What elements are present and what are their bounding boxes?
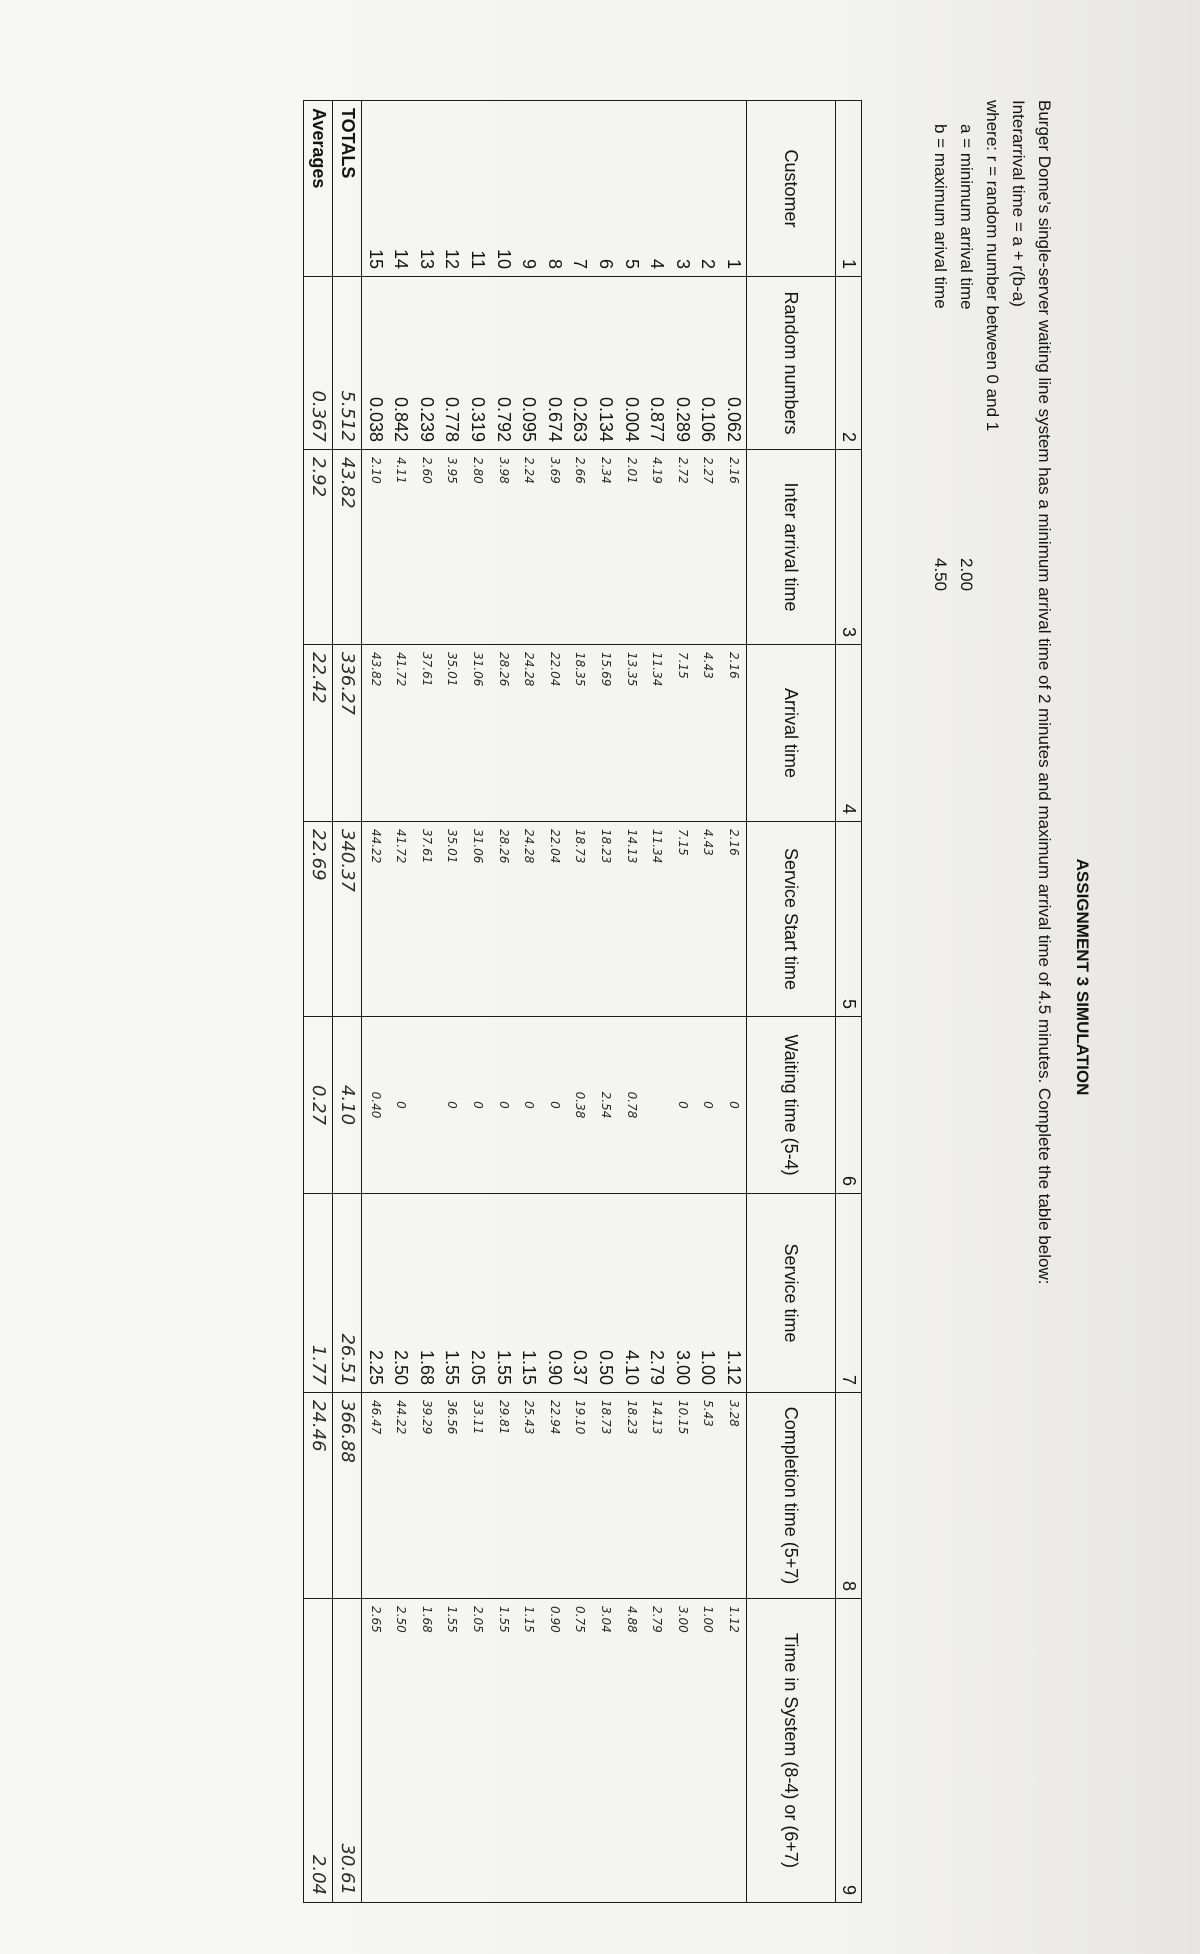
random-number-cell: 0.095	[519, 396, 540, 442]
arrival-time-cell: 4.43	[701, 652, 716, 679]
inter-arrival-cell: 4.19	[650, 457, 665, 484]
arrival-time-cell: 43.82	[368, 652, 383, 687]
inter-arrival-cell: 3.98	[496, 457, 511, 484]
time-in-system-cell: 1.68	[419, 1606, 434, 1633]
waiting-time-cell: 0	[547, 1101, 562, 1109]
param-b-label: b = maximum arival time	[931, 124, 950, 309]
service-time-cell: 1.15	[519, 1349, 540, 1385]
inter-arrival-cell: 2.27	[701, 457, 716, 484]
waiting-time-column	[362, 1024, 746, 1186]
service-start-cell: 37.61	[419, 829, 434, 864]
waiting-time-cell: 0	[675, 1101, 690, 1109]
intro-line-1: Burger Dome’s single-server waiting line system has a minimum arrival time of 2 minutes and maximum arrival time of 4.5 minutes. Complete the table below:	[1035, 100, 1054, 1285]
service-time-cell: 1.55	[493, 1349, 514, 1385]
service-start-cell: 18.73	[573, 829, 588, 864]
arrival-time-cell: 13.35	[624, 652, 639, 687]
column-number: 2	[836, 277, 862, 450]
page-title: ASSIGNMENT 3 SIMULATION	[1073, 858, 1092, 1096]
completion-time-cell: 14.13	[650, 1400, 665, 1435]
service-time-cell: 2.05	[468, 1349, 489, 1385]
waiting-time-cell: 0.38	[573, 1091, 588, 1119]
inter-arrival-cell: 2.16	[727, 457, 741, 484]
total-value: 340.37	[333, 822, 362, 1017]
arrival-time-cell: 22.04	[547, 652, 562, 687]
completion-time-cell: 33.11	[471, 1400, 486, 1435]
service-time-cell: 2.25	[365, 1349, 386, 1385]
average-value: 0.367	[304, 277, 333, 450]
averages-row	[304, 101, 333, 1903]
service-start-cell: 41.72	[394, 829, 409, 864]
service-time-cell: 1.55	[442, 1349, 463, 1385]
customer-number: 4	[647, 258, 668, 269]
service-start-cell: 14.13	[624, 829, 639, 864]
completion-time-cell: 36.56	[445, 1400, 460, 1435]
arrival-time-cell: 15.69	[599, 652, 614, 687]
param-a-value: 2.00	[957, 558, 976, 592]
customer-number: 7	[570, 258, 591, 269]
intro-line-3: where: r = random number between 0 and 1	[983, 100, 1002, 432]
waiting-time-cell	[413, 1024, 439, 1186]
average-value: 22.69	[304, 822, 333, 1017]
random-number-cell: 0.778	[442, 396, 463, 442]
column-header: Customer	[747, 101, 836, 277]
column-number: 5	[836, 822, 862, 1017]
waiting-time-cell: 0	[471, 1101, 486, 1109]
service-time-cell: 1.68	[416, 1349, 437, 1385]
customer-number: 9	[519, 258, 540, 269]
customer-number: 11	[468, 250, 489, 269]
inter-arrival-cell: 2.72	[675, 457, 690, 484]
inter-arrival-cell: 2.60	[419, 457, 434, 484]
service-time-column	[362, 1201, 746, 1385]
customer-number: 1	[724, 258, 744, 269]
service-start-cell: 18.23	[599, 829, 614, 864]
average-value: 0.27	[304, 1017, 333, 1194]
waiting-time-cell: 0	[496, 1101, 511, 1109]
completion-time-cell: 5.43	[701, 1400, 716, 1427]
average-value: 2.04	[304, 1599, 333, 1903]
time-in-system-column	[362, 1606, 746, 1895]
service-time-cell: 4.10	[621, 1349, 642, 1385]
waiting-time-cell: 0	[445, 1101, 460, 1109]
column-number: 1	[836, 101, 862, 277]
inter-arrival-cell: 2.24	[522, 457, 537, 484]
column-header: Service Start time	[747, 822, 836, 1017]
random-number-cell: 0.842	[391, 396, 412, 442]
customer-number: 15	[365, 248, 386, 269]
arrival-time-cell: 18.35	[573, 652, 588, 687]
totals-row	[333, 101, 362, 1903]
inter-arrival-cell: 2.10	[368, 457, 383, 484]
service-start-cell: 4.43	[701, 829, 716, 856]
column-header: Waiting time (5-4)	[747, 1017, 836, 1194]
inter-arrival-column	[362, 457, 746, 637]
random-numbers-column	[362, 284, 746, 442]
time-in-system-cell: 1.12	[727, 1606, 741, 1633]
service-start-cell: 44.22	[368, 829, 383, 864]
column-header: Inter arrival time	[747, 450, 836, 645]
column-header: Time in System (8-4) or (6+7)	[747, 1599, 836, 1903]
service-time-cell: 2.50	[391, 1349, 412, 1385]
customer-number: 8	[544, 258, 565, 269]
service-start-cell: 11.34	[650, 829, 665, 864]
service-start-cell: 31.06	[471, 829, 486, 864]
column-header: Completion time (5+7)	[747, 1393, 836, 1599]
service-start-cell: 7.15	[675, 829, 690, 856]
time-in-system-cell: 0.90	[547, 1606, 562, 1633]
arrival-time-column	[362, 652, 746, 814]
column-number: 9	[836, 1599, 862, 1903]
average-value: 2.92	[304, 450, 333, 645]
service-time-cell: 0.37	[570, 1349, 591, 1385]
total-value: 4.10	[333, 1017, 362, 1194]
customer-number: 2	[698, 258, 719, 269]
total-value: 5.512	[333, 277, 362, 450]
random-number-cell: 0.134	[596, 396, 617, 442]
customer-number: 3	[672, 258, 693, 269]
service-time-cell: 1.12	[724, 1349, 744, 1385]
total-value: 30.61	[333, 1599, 362, 1903]
inter-arrival-cell: 3.95	[445, 457, 460, 484]
completion-time-cell: 18.23	[624, 1400, 639, 1435]
header-row	[747, 101, 836, 1903]
time-in-system-cell: 2.65	[368, 1606, 383, 1633]
inter-arrival-cell: 2.01	[624, 457, 639, 484]
random-number-cell: 0.038	[365, 396, 386, 442]
completion-time-cell: 39.29	[419, 1400, 434, 1435]
arrival-time-cell: 11.34	[650, 652, 665, 687]
completion-time-column	[362, 1400, 746, 1591]
service-time-cell: 0.50	[596, 1349, 617, 1385]
service-time-cell: 3.00	[672, 1349, 693, 1385]
arrival-time-cell: 28.26	[496, 652, 511, 687]
customer-number: 5	[621, 258, 642, 269]
waiting-time-cell	[644, 1024, 670, 1186]
inter-arrival-cell: 2.34	[599, 457, 614, 484]
waiting-time-cell: 0	[394, 1101, 409, 1109]
service-start-cell: 2.16	[727, 829, 741, 856]
service-start-cell: 22.04	[547, 829, 562, 864]
completion-time-cell: 22.94	[547, 1400, 562, 1435]
time-in-system-cell: 2.79	[650, 1606, 665, 1633]
time-in-system-cell: 2.05	[471, 1606, 486, 1633]
arrival-time-cell: 31.06	[471, 652, 486, 687]
time-in-system-cell: 3.00	[675, 1606, 690, 1633]
totals-label: TOTALS	[333, 101, 362, 277]
time-in-system-cell: 3.04	[599, 1606, 614, 1633]
inter-arrival-cell: 3.69	[547, 457, 562, 484]
arrival-time-cell: 7.15	[675, 652, 690, 679]
waiting-time-cell: 0	[701, 1101, 716, 1109]
completion-time-cell: 18.73	[599, 1400, 614, 1435]
random-number-cell: 0.674	[544, 396, 565, 442]
waiting-time-cell: 0	[522, 1101, 537, 1109]
service-time-cell: 1.00	[698, 1349, 719, 1385]
time-in-system-cell: 4.88	[624, 1606, 639, 1633]
total-value: 336.27	[333, 645, 362, 822]
inter-arrival-cell: 2.80	[471, 457, 486, 484]
customer-number: 10	[493, 248, 514, 269]
random-number-cell: 0.062	[724, 396, 744, 442]
total-value: 366.88	[333, 1393, 362, 1599]
service-start-column	[362, 829, 746, 1009]
intro-line-2: Interarrival time = a + r(b-a)	[1009, 100, 1028, 307]
random-number-cell: 0.106	[698, 396, 719, 442]
customer-number: 14	[391, 248, 412, 269]
time-in-system-cell: 1.55	[496, 1606, 511, 1633]
time-in-system-cell: 0.75	[573, 1606, 588, 1633]
random-number-cell: 0.289	[672, 396, 693, 442]
random-number-cell: 0.004	[621, 396, 642, 442]
completion-time-cell: 29.81	[496, 1400, 511, 1435]
service-time-cell: 2.79	[647, 1349, 668, 1385]
inter-arrival-cell: 4.11	[394, 457, 409, 484]
random-number-cell: 0.792	[493, 396, 514, 442]
total-value: 43.82	[333, 450, 362, 645]
average-value: 24.46	[304, 1393, 333, 1599]
completion-time-cell: 44.22	[394, 1400, 409, 1435]
customer-number: 12	[442, 248, 463, 269]
param-b-value: 4.50	[931, 558, 950, 592]
customer-number: 13	[416, 248, 437, 269]
waiting-time-cell: 2.54	[599, 1091, 614, 1119]
arrival-time-cell: 2.16	[727, 652, 741, 679]
time-in-system-cell: 1.55	[445, 1606, 460, 1633]
column-number: 6	[836, 1017, 862, 1194]
random-number-cell: 0.263	[570, 396, 591, 442]
completion-time-cell: 19.10	[573, 1400, 588, 1435]
column-header: Arrival time	[747, 645, 836, 822]
data-row	[362, 101, 747, 1903]
column-number: 4	[836, 645, 862, 822]
completion-time-cell: 10.15	[675, 1400, 690, 1435]
waiting-time-cell: 0.40	[368, 1091, 383, 1119]
service-start-cell: 28.26	[496, 829, 511, 864]
average-value: 22.42	[304, 645, 333, 822]
completion-time-cell: 25.43	[522, 1400, 537, 1435]
random-number-cell: 0.239	[416, 396, 437, 442]
param-a-label: a = minimum arrival time	[957, 124, 976, 310]
service-time-cell: 0.90	[544, 1349, 565, 1385]
column-header: Service time	[747, 1194, 836, 1393]
service-start-cell: 24.28	[522, 829, 537, 864]
averages-label: Averages	[304, 101, 333, 277]
waiting-time-cell: 0.78	[624, 1091, 639, 1119]
inter-arrival-cell: 2.66	[573, 457, 588, 484]
arrival-time-cell: 37.61	[419, 652, 434, 687]
completion-time-cell: 46.47	[368, 1400, 383, 1435]
customer-number: 6	[596, 258, 617, 269]
average-value: 1.77	[304, 1194, 333, 1393]
arrival-time-cell: 41.72	[394, 652, 409, 687]
total-value: 26.51	[333, 1194, 362, 1393]
customer-column	[362, 108, 746, 269]
time-in-system-cell: 2.50	[394, 1606, 409, 1633]
column-header: Random numbers	[747, 277, 836, 450]
simulation-table	[303, 100, 862, 1903]
completion-time-cell: 3.28	[727, 1400, 741, 1427]
arrival-time-cell: 24.28	[522, 652, 537, 687]
arrival-time-cell: 35.01	[445, 652, 460, 687]
column-number: 7	[836, 1194, 862, 1393]
column-number: 8	[836, 1393, 862, 1599]
column-number: 3	[836, 450, 862, 645]
waiting-time-cell: 0	[727, 1101, 741, 1109]
column-number-row	[836, 101, 862, 1903]
time-in-system-cell: 1.00	[701, 1606, 716, 1633]
time-in-system-cell: 1.15	[522, 1606, 537, 1633]
random-number-cell: 0.319	[468, 396, 489, 442]
random-number-cell: 0.877	[647, 396, 668, 442]
service-start-cell: 35.01	[445, 829, 460, 864]
